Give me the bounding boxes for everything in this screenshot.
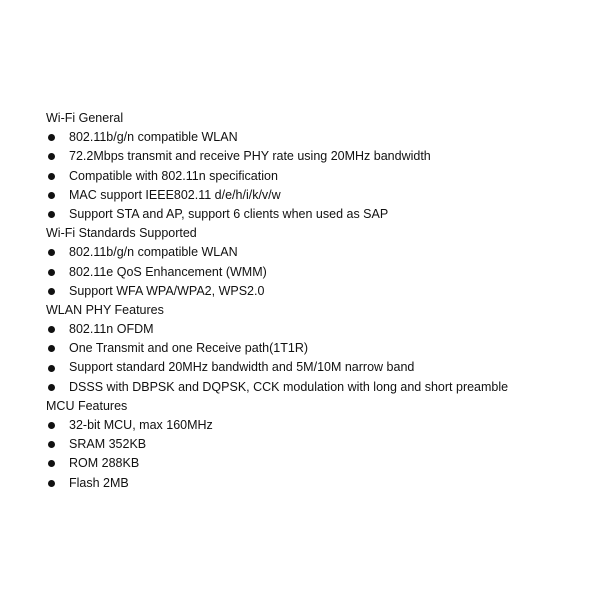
list-item <box>46 378 586 397</box>
list-item <box>46 205 586 224</box>
section-wifi-general <box>46 109 586 224</box>
list-item <box>46 435 586 454</box>
bullet-icon <box>48 134 55 141</box>
section-heading: WLAN PHY Features <box>46 302 164 317</box>
bullet-icon <box>48 384 55 391</box>
bullet-icon <box>48 192 55 199</box>
list-item <box>46 263 586 282</box>
list-item <box>46 186 586 205</box>
list-item-text: ROM 288KB <box>69 456 140 471</box>
list-item-text: 802.11b/g/n compatible WLAN <box>69 245 238 260</box>
list-item-text: SRAM 352KB <box>69 437 147 452</box>
list-item-text: MAC support IEEE802.11 d/e/h/i/k/v/w <box>69 187 281 202</box>
bullet-icon <box>48 422 55 429</box>
bullet-icon <box>48 365 55 372</box>
section-heading: MCU Features <box>46 398 128 413</box>
bullet-list <box>46 128 586 224</box>
bullet-list <box>46 243 586 301</box>
bullet-icon <box>48 249 55 256</box>
list-item-text: Support STA and AP, support 6 clients when used as SAP <box>69 206 389 221</box>
list-item <box>46 416 586 435</box>
list-item <box>46 128 586 147</box>
list-item-text: Support standard 20MHz bandwidth and 5M/10M narrow band <box>69 360 415 375</box>
bullet-icon <box>48 345 55 352</box>
bullet-icon <box>48 269 55 276</box>
list-item <box>46 358 586 377</box>
list-item-text: Compatible with 802.11n specification <box>69 168 278 183</box>
list-item-text: 802.11b/g/n compatible WLAN <box>69 130 238 145</box>
section-heading: Wi-Fi General <box>46 111 124 125</box>
list-item <box>46 243 586 262</box>
bullet-icon <box>48 288 55 295</box>
bullet-icon <box>48 153 55 160</box>
feature-document <box>46 109 586 493</box>
bullet-icon <box>48 441 55 448</box>
list-item <box>46 474 586 493</box>
list-item <box>46 454 586 473</box>
list-item-text: Support WFA WPA/WPA2, WPS2.0 <box>69 283 265 298</box>
list-item <box>46 147 586 166</box>
bullet-icon <box>48 460 55 467</box>
section-mcu <box>46 397 586 493</box>
bullet-icon <box>48 480 55 487</box>
section-wifi-standards <box>46 224 586 301</box>
list-item <box>46 339 586 358</box>
list-item-text: DSSS with DBPSK and DQPSK, CCK modulation with long and short preamble <box>69 379 509 394</box>
list-item-text: 802.11e QoS Enhancement (WMM) <box>69 264 267 279</box>
list-item <box>46 320 586 339</box>
bullet-icon <box>48 173 55 180</box>
bullet-icon <box>48 211 55 218</box>
bullet-list <box>46 320 586 397</box>
list-item-text: Flash 2MB <box>69 475 129 490</box>
list-item-text: 72.2Mbps transmit and receive PHY rate using 20MHz bandwidth <box>69 149 431 164</box>
list-item <box>46 167 586 186</box>
section-wlan-phy <box>46 301 586 397</box>
list-item-text: One Transmit and one Receive path(1T1R) <box>69 341 309 356</box>
list-item-text: 32-bit MCU, max 160MHz <box>69 418 213 432</box>
list-item-text: 802.11n OFDM <box>69 322 154 337</box>
list-item <box>46 282 586 301</box>
bullet-icon <box>48 326 55 333</box>
section-heading: Wi-Fi Standards Supported <box>46 226 197 241</box>
bullet-list <box>46 416 586 493</box>
